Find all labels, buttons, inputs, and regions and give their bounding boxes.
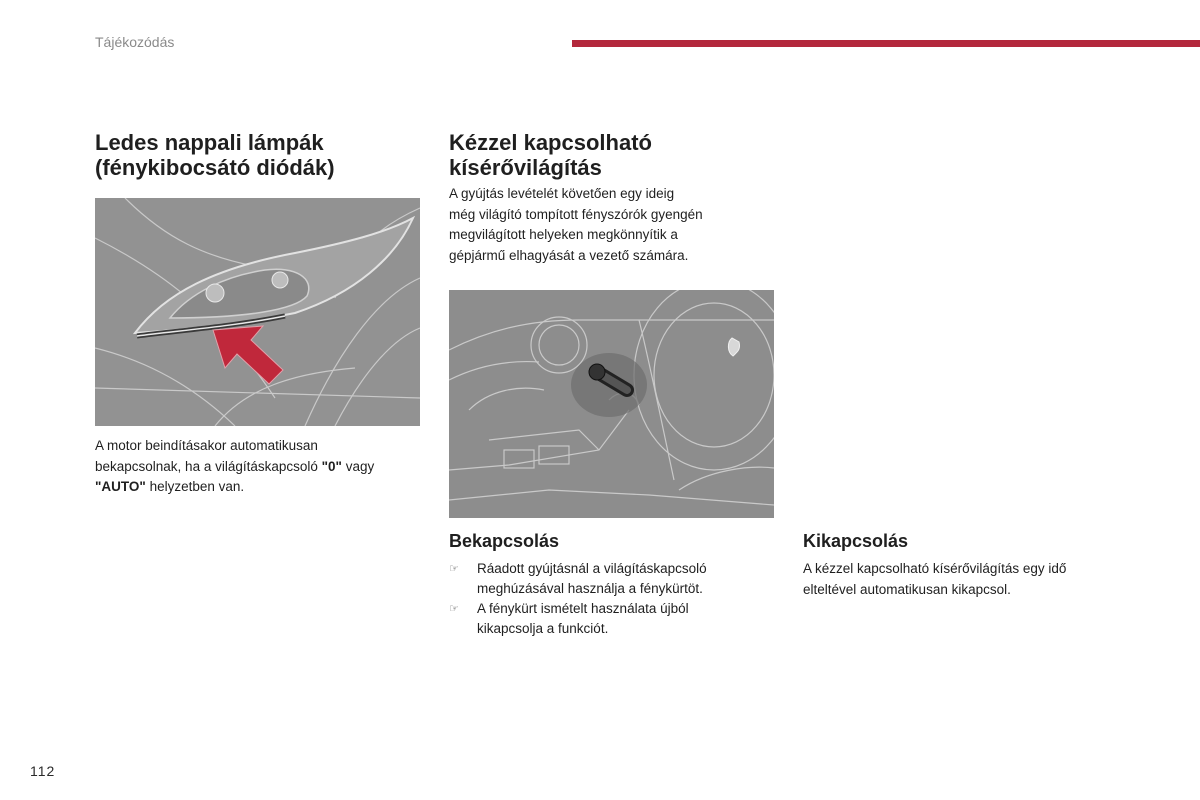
intro-line1: A gyújtás levételét követően egy ideig: [449, 186, 675, 201]
list-item: [449, 559, 769, 599]
drl-desc-line2-pre: bekapcsolnak, ha a világításkapcsoló: [95, 458, 322, 474]
headlamp-illustration: [95, 198, 420, 426]
drl-title-line1: Ledes nappali lámpák: [95, 130, 324, 155]
drl-desc-line1: A motor beindításakor automatikusan: [95, 438, 318, 453]
off-line1: A kézzel kapcsolható kísérővilágítás egy idő: [803, 561, 1067, 576]
switch-on-list: [449, 559, 769, 639]
item1-line2: meghúzásával használja a fénykürtöt.: [477, 581, 703, 596]
switch-on-title: Bekapcsolás: [449, 531, 560, 551]
intro-line3: megvilágított helyeken megkönnyítik a: [449, 227, 678, 242]
switch-position-zero: "0": [321, 458, 342, 474]
follow-me-title: [449, 130, 652, 180]
drl-title: [95, 130, 335, 180]
follow-me-intro: [449, 184, 769, 266]
follow-me-title-line2: kísérővilágítás: [449, 155, 602, 180]
header-accent-rule: [572, 40, 1200, 47]
off-line2: elteltével automatikusan kikapcsol.: [803, 581, 1011, 597]
switch-off-description: [803, 559, 1133, 600]
drl-desc-line3-post: helyzetben van.: [145, 479, 245, 494]
steering-stalk-illustration: [449, 290, 774, 518]
drl-desc-line2-post: vagy: [341, 458, 375, 474]
switch-off-title: Kikapcsolás: [803, 531, 909, 551]
item2-line2: kikapcsolja a funkciót.: [477, 621, 609, 636]
intro-line2: még világító tompított fényszórók gyengén: [449, 206, 703, 222]
intro-line4: gépjármű elhagyását a vezető számára.: [449, 247, 689, 263]
item2-line1: A fénykürt ismételt használata újból: [477, 601, 689, 616]
follow-me-title-line1: Kézzel kapcsolható: [449, 130, 652, 155]
item1-line1: Ráadott gyújtásnál a világításkapcsoló: [477, 561, 707, 576]
pointing-hand-icon: ☞: [449, 563, 459, 575]
list-item: [449, 599, 769, 639]
switch-position-auto: "AUTO": [95, 479, 146, 494]
page-number: 112: [30, 763, 56, 779]
section-label: Tájékozódás: [95, 34, 175, 50]
pointing-hand-icon: ☞: [449, 603, 459, 615]
drl-title-line2: (fénykibocsátó diódák): [95, 155, 335, 180]
drl-description: [95, 436, 425, 498]
